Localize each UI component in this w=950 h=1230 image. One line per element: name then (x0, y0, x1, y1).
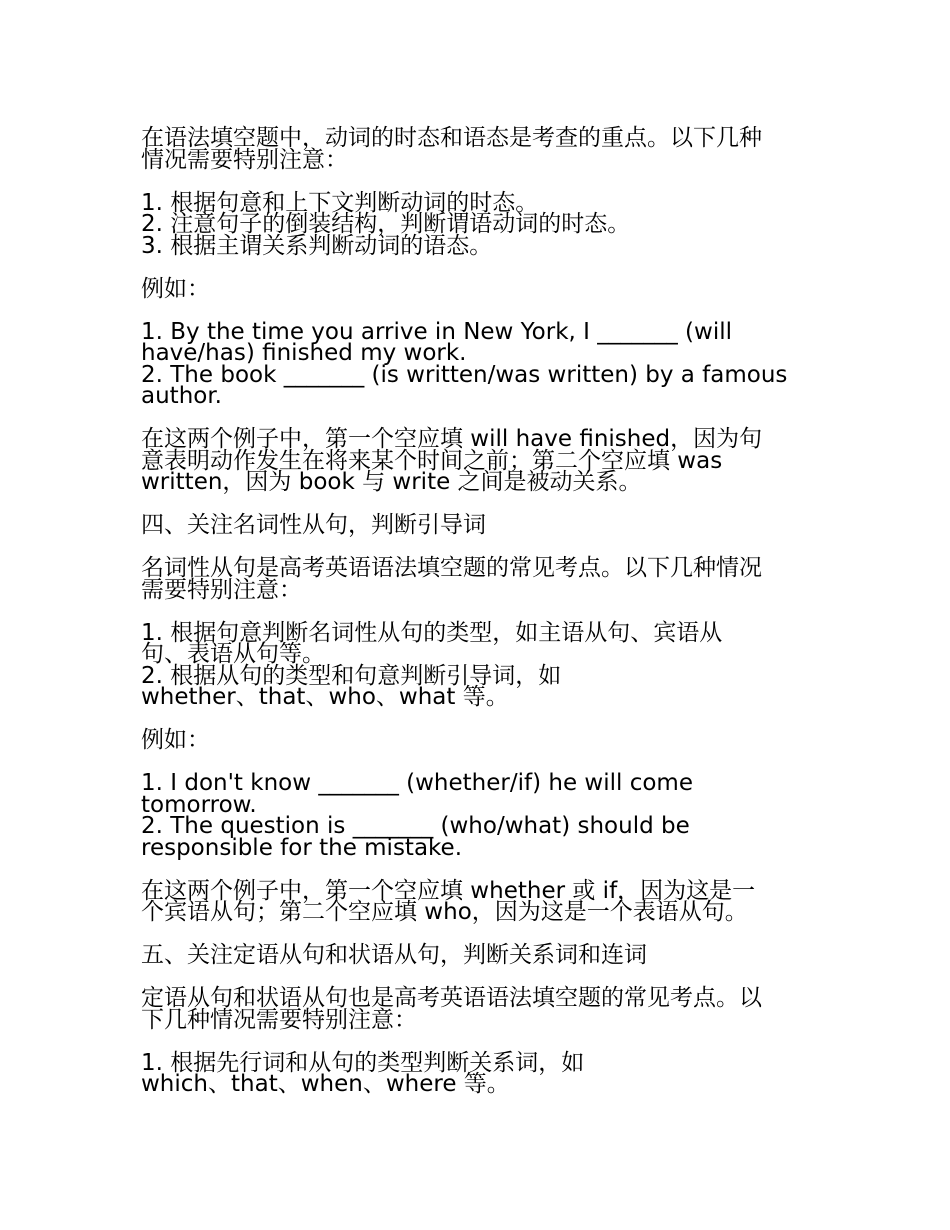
list-item: 句、表语从句等。 (141, 641, 325, 667)
noun-clause-examples (141, 770, 821, 861)
list-item: 3. 根据主谓关系判断动词的语态。 (141, 232, 493, 259)
text-line: 定语从句和状语从句也是高考英语语法填空题的常见考点。以 (141, 985, 762, 1011)
tense-voice-intro (141, 125, 821, 173)
list-item: 2. 根据从句的类型和句意判断引导词，如 (141, 662, 562, 689)
example-line: 2. The book _______ (is written/was written) by a famous (141, 361, 788, 388)
text-line: 在这两个例子中，第一个空应填 whether 或 if，因为这是一 (141, 877, 756, 904)
example-line: responsible for the mistake. (141, 834, 463, 861)
tense-voice-points (141, 189, 821, 259)
list-item: whether、that、who、what 等。 (141, 684, 509, 710)
text-line: 意表明动作发生在将来某个时间之前；第二个空应填 was (141, 447, 723, 474)
attributive-adverbial-intro (141, 985, 821, 1033)
tense-voice-explanation (141, 426, 821, 495)
text-line: 名词性从句是高考英语语法填空题的常见考点。以下几种情况 (141, 555, 762, 581)
example-label: 例如： (141, 727, 210, 753)
attributive-adverbial-points (141, 1049, 821, 1097)
text-line: 需要特别注意： (141, 576, 302, 603)
noun-clause-intro (141, 555, 821, 603)
noun-clause-points (141, 619, 821, 710)
example-line: tomorrow. (141, 791, 257, 818)
text-line: 个宾语从句；第二个空应填 who，因为这是一个表语从句。 (141, 899, 748, 925)
example-line: author. (141, 383, 222, 409)
example-line: 1. I don't know _______ (whether/if) he will come (141, 770, 693, 796)
list-item: 1. 根据句意和上下文判断动词的时态。 (141, 189, 539, 216)
text-line: 下几种情况需要特别注意： (141, 1006, 417, 1033)
list-item: 1. 根据先行词和从句的类型判断关系词，如 (141, 1049, 585, 1076)
text-line: 情况需要特别注意： (141, 146, 348, 173)
tense-voice-examples (141, 318, 821, 409)
example-label: 例如： (141, 275, 210, 302)
section-heading-attributive-adverbial: 五、关注定语从句和状语从句，判断关系词和连词 (141, 942, 647, 968)
text-line: 在语法填空题中，动词的时态和语态是考查的重点。以下几种 (141, 125, 762, 151)
list-item: 2. 注意句子的倒装结构，判断谓语动词的时态。 (141, 211, 631, 237)
document-page (141, 125, 821, 1117)
text-line: written，因为 book 与 write 之间是被动关系。 (141, 469, 642, 495)
example-line: 1. By the time you arrive in New York, I _______ (will (141, 318, 733, 345)
list-item: which、that、when、where 等。 (141, 1071, 510, 1097)
section-heading-noun-clause: 四、关注名词性从句，判断引导词 (141, 512, 486, 538)
example-line: 2. The question is _______ (who/what) should be (141, 813, 690, 839)
list-item: 1. 根据句意判断名词性从句的类型，如主语从句、宾语从 (141, 619, 723, 646)
example-line: have/has) finished my work. (141, 340, 467, 366)
text-line: 在这两个例子中，第一个空应填 will have finished，因为句 (141, 426, 763, 452)
noun-clause-explanation (141, 877, 821, 925)
